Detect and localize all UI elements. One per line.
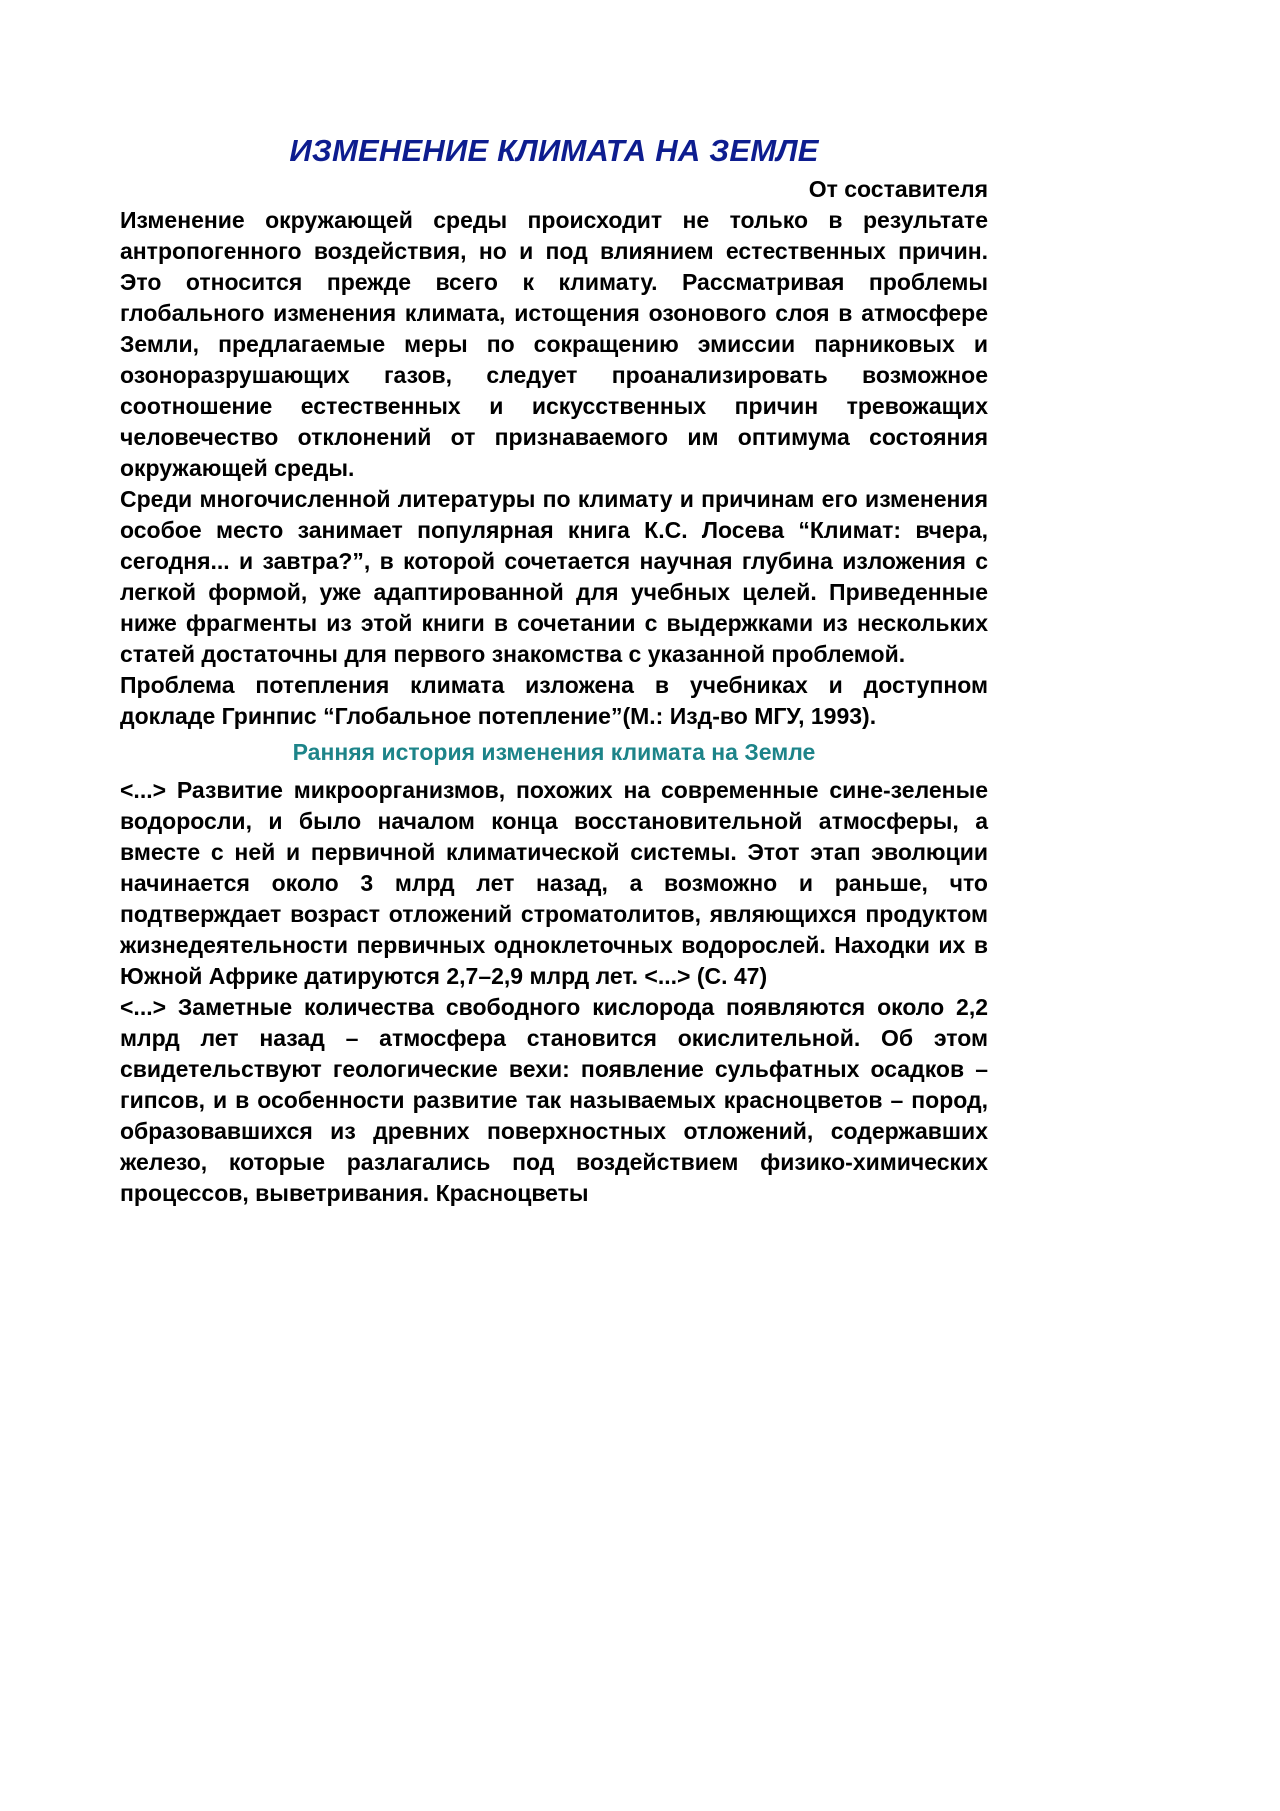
intro-paragraph-2: Среди многочисленной литературы по климату и причинам его изменения особое место занимает популярная книга К.С. Лосева “Климат: вчера, сегодня... и завтра?”, в которой сочетается научная глубина изложения с легкой формой, уже адаптированной для учебных целей. Приведенные ниже фрагменты из этой книги в сочетании с выдержками из нескольких статей достаточны для первого знакомства с указанной проблемой.	[120, 486, 988, 667]
byline: От составителя	[808, 176, 988, 202]
section-heading: Ранняя история изменения климата на Земле	[292, 739, 816, 765]
document-title: ИЗМЕНЕНИЕ КЛИМАТА НА ЗЕМЛЕ	[289, 133, 819, 168]
intro-paragraph-3: Проблема потепления климата изложена в учебниках и доступном докладе Гринпис “Глобальное потепление”(М.: Изд-во МГУ, 1993).	[120, 672, 988, 729]
section-paragraph-2: <...> Заметные количества свободного кислорода появляются около 2,2 млрд лет назад – атмосфера становится окислительной. Об этом свидетельствуют геологические вехи: появление сульфатных осадков – гипсов, и в особенности развитие так называемых красноцветов – пород, образовавшихся из древних поверхностных отложений, содержавших железо, которые разлагались под воздействием физико-химических процессов, выветривания. Красноцветы	[120, 994, 988, 1206]
document-page	[120, 128, 988, 1209]
section-paragraph-1: <...> Развитие микроорганизмов, похожих на современные сине-зеленые водоросли, и было началом конца восстановительной атмосферы, а вместе с ней и первичной климатической системы. Этот этап эволюции начинается около 3 млрд лет назад, а возможно и раньше, что подтверждает возраст отложений строматолитов, являющихся продуктом жизнедеятельности первичных одноклеточных водорослей. Находки их в Южной Африке датируются 2,7–2,9 млрд лет. <...> (С. 47)	[120, 777, 988, 989]
intro-paragraph-1: Изменение окружающей среды происходит не только в результате антропогенного воздействия, но и под влиянием естественных причин. Это относится прежде всего к климату. Рассматривая проблемы глобального изменения климата, истощения озонового слоя в атмосфере Земли, предлагаемые меры по сокращению эмиссии парниковых и озоноразрушающих газов, следует проанализировать возможное соотношение естественных и искусственных причин тревожащих человечество отклонений от признаваемого им оптимума состояния окружающей среды.	[120, 207, 988, 481]
